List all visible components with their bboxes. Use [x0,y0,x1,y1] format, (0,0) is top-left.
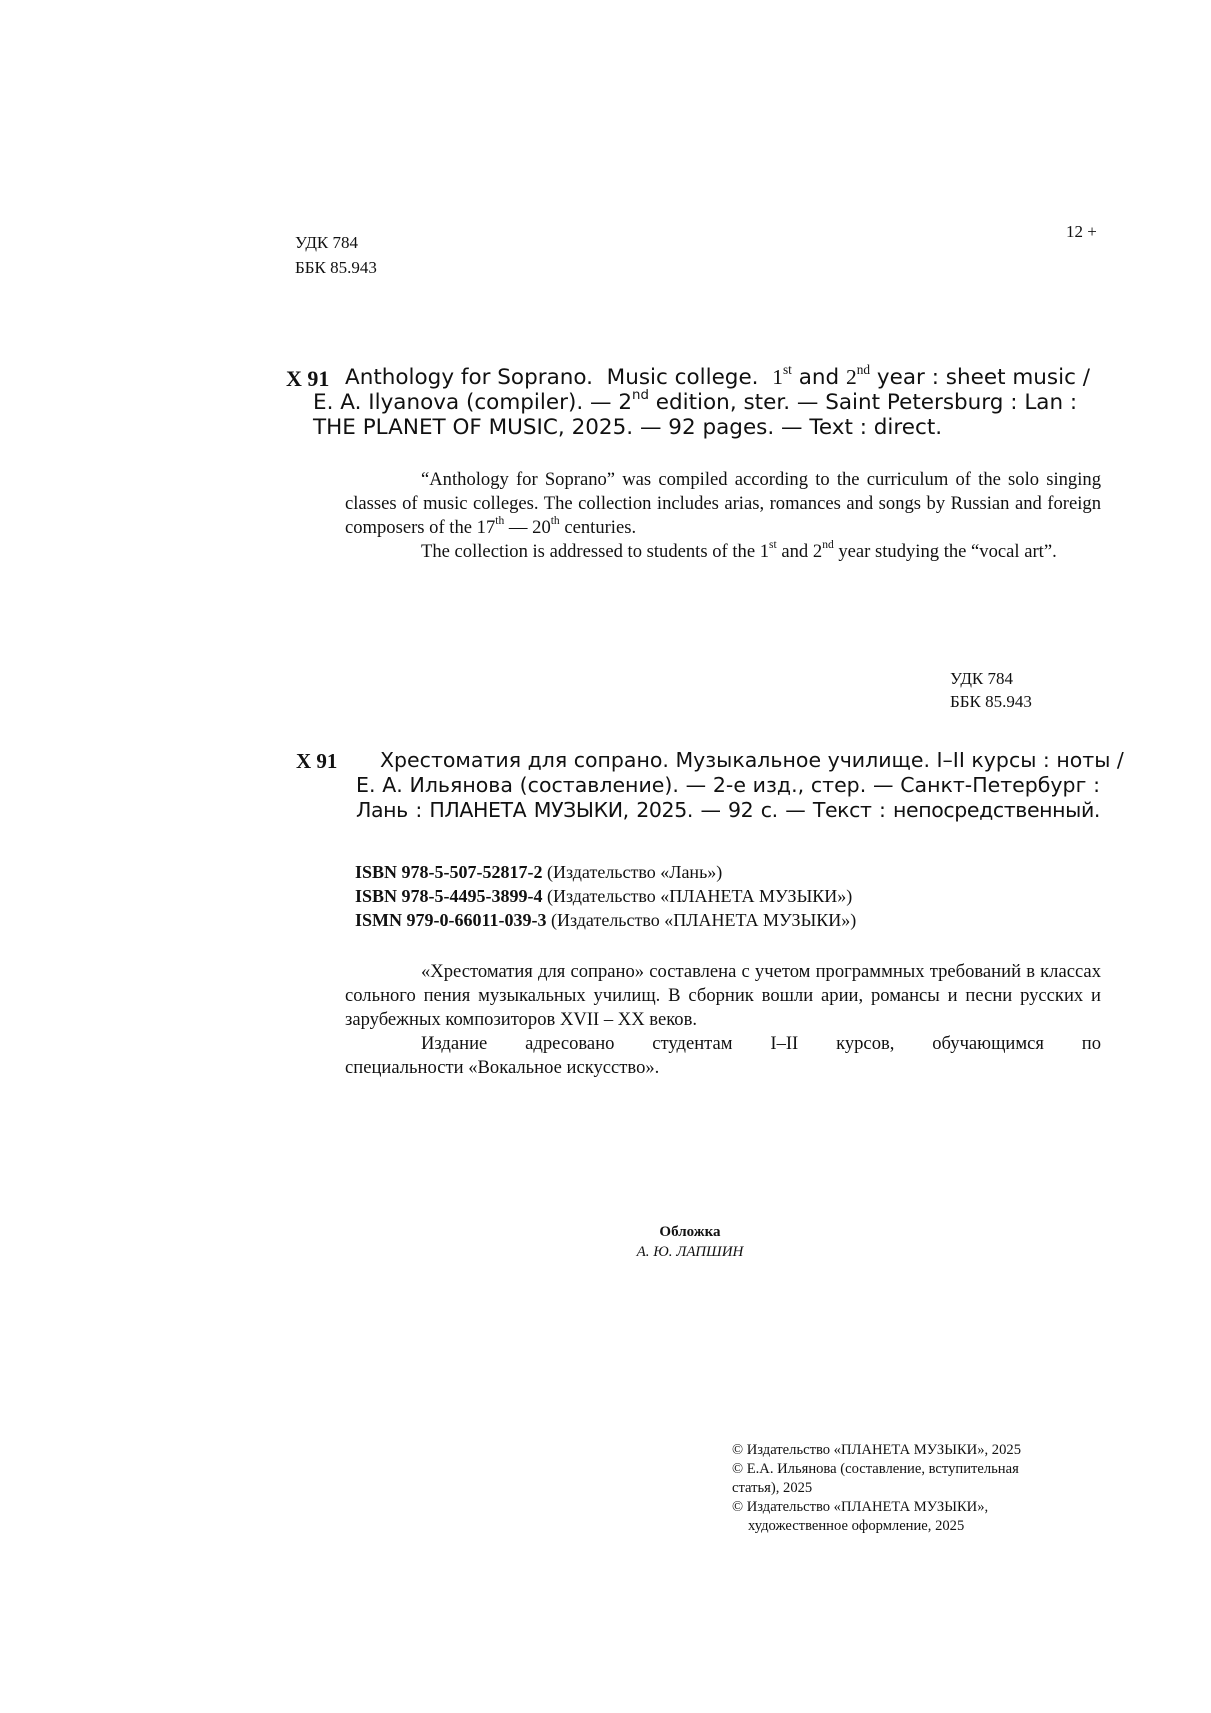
isbn-block [355,860,856,932]
bbk-code: ББК 85.943 [295,258,377,277]
en-entry-line-2: E. A. Ilyanova (compiler). — 2nd edition, ster. — Saint Petersburg : Lan : [313,387,1078,415]
en-abstract-paragraph-2: The collection is addressed to students of the 1st and 2nd year studying the “vocal art”. [421,539,1057,562]
copyright-line: © Издательство «ПЛАНЕТА МУЗЫКИ», 2025 [732,1442,1021,1458]
ismn-line: ISMN 979-0-66011-039-3 (Издательство «ПЛАНЕТА МУЗЫКИ») [355,910,857,930]
copyright-line: художественное оформление, 2025 [748,1518,965,1534]
isbn-line: ISBN 978-5-4495-3899-4 (Издательство «ПЛАНЕТА МУЗЫКИ») [355,886,853,906]
copyright-line: © Издательство «ПЛАНЕТА МУЗЫКИ», [732,1499,989,1515]
bbk-code: ББК 85.943 [950,692,1032,711]
top-classification [295,230,377,280]
copyright-line: © Е.А. Ильянова (составление, вступительная [732,1461,1019,1477]
age-rating: 12 + [1066,222,1097,241]
cover-credit-title: Обложка [659,1224,721,1240]
ru-author-code: Х 91 [296,749,338,773]
copyright-block [732,1441,1072,1536]
mid-classification [950,667,1032,713]
en-abstract-paragraph-1: “Anthology for Soprano” was compiled according to the curriculum of the solo singing classes of music colleges. The collection includes arias, romances and songs by Russian and foreign composers of the 17th — 20th centuries. [345,469,1101,538]
cover-credit [600,1222,780,1262]
ru-bibliographic-entry [356,748,1124,823]
ru-abstract-paragraph-2-line-1: Издание адресовано студентам I–II курсов, обучающимся по [421,1033,1101,1054]
en-author-code: Х 91 [286,366,330,391]
ru-abstract-paragraph-1: «Хрестоматия для сопрано» составлена с учетом программных требований в классах сольного пения музыкальных училищ. В сборник вошли арии, романсы и песни русских и зарубежных композиторов XVII – XX веков. [345,961,1101,1030]
ru-abstract [345,960,1101,1080]
en-entry-line-3: THE PLANET OF MUSIC, 2025. — 92 pages. — Text : direct. [313,415,943,440]
en-bibliographic-entry [313,361,1097,440]
ru-entry-line-2: Е. А. Ильянова (составление). — 2-е изд., стер. — Санкт-Петербург : [356,773,1100,797]
en-entry-line-1: Anthology for Soprano. Music college. 1st and 2nd year : sheet music / [345,361,1090,390]
ru-abstract-paragraph-2-line-2: специальности «Вокальное искусство». [345,1057,660,1078]
udk-code: УДК 784 [295,233,359,252]
isbn-line: ISBN 978-5-507-52817-2 (Издательство «Лань») [355,862,723,882]
udk-code: УДК 784 [950,669,1014,688]
ru-entry-line-1: Хрестоматия для сопрано. Музыкальное училище. I–II курсы : ноты / [380,748,1124,772]
en-abstract [345,468,1101,564]
ru-entry-line-3: Лань : ПЛАНЕТА МУЗЫКИ, 2025. — 92 с. — Текст : непосредственный. [356,798,1100,822]
copyright-line: статья), 2025 [732,1480,813,1496]
cover-credit-name: А. Ю. ЛАПШИН [636,1244,744,1260]
